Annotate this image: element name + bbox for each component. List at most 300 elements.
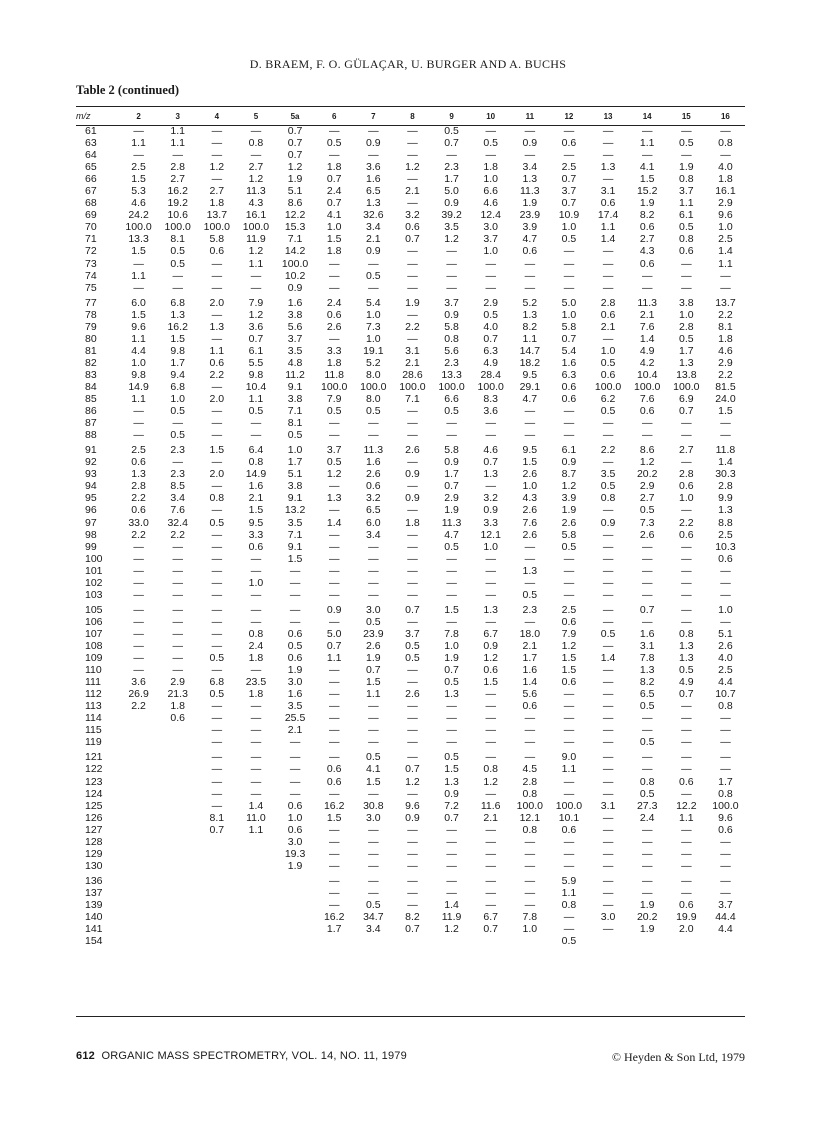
intensity-cell: 6.0 <box>131 296 146 309</box>
intensity-cell: 0.5 <box>600 356 616 369</box>
intensity-cell: 1.7 <box>326 923 342 936</box>
intensity-cell: 20.2 <box>636 911 658 924</box>
intensity-cell: 10.3 <box>715 540 736 553</box>
intensity-cell: 9.5 <box>248 516 264 529</box>
intensity-cell: — <box>368 835 379 848</box>
intensity-cell: — <box>133 125 144 138</box>
intensity-cell: — <box>328 787 340 800</box>
intensity-cell: — <box>485 874 496 887</box>
intensity-cell: — <box>368 724 379 737</box>
intensity-cell: — <box>720 125 731 138</box>
intensity-cell: 0.6 <box>287 799 303 812</box>
intensity-cell: — <box>407 835 418 848</box>
intensity-cell <box>158 788 197 800</box>
intensity-cell: 7.1 <box>287 233 303 246</box>
intensity-cell: 12.1 <box>480 528 501 541</box>
intensity-cell: — <box>211 664 223 677</box>
intensity-cell: — <box>485 480 496 493</box>
intensity-cell: — <box>524 281 536 294</box>
intensity-cell: — <box>211 639 223 652</box>
intensity-cell: — <box>641 847 653 860</box>
intensity-cell: 15.3 <box>284 221 306 234</box>
intensity-cell: 2.5 <box>718 528 733 541</box>
intensity-cell: 1.3 <box>718 504 733 517</box>
intensity-cell: — <box>681 603 692 616</box>
intensity-cell: — <box>289 736 301 749</box>
intensity-cell: 0.8 <box>639 775 655 788</box>
intensity-cell: — <box>328 417 340 430</box>
intensity-cell: 1.6 <box>287 688 303 701</box>
intensity-cell: — <box>602 724 614 737</box>
intensity-cell: — <box>407 429 418 442</box>
intensity-cell <box>119 712 158 724</box>
intensity-cell: 7.6 <box>639 320 655 333</box>
intensity-cell: — <box>602 923 614 936</box>
intensity-cell: 3.4 <box>366 923 381 936</box>
intensity-cell: 1.9 <box>639 898 655 911</box>
intensity-cell: — <box>250 125 262 138</box>
intensity-cell: — <box>446 429 457 442</box>
intensity-cell: 1.9 <box>444 504 459 517</box>
intensity-cell: 0.7 <box>444 664 459 677</box>
intensity-cell: — <box>368 257 379 270</box>
intensity-cell: 11.3 <box>441 516 462 529</box>
mz-cell: 123 <box>85 775 103 788</box>
intensity-cell: 23.5 <box>245 676 267 689</box>
intensity-cell <box>158 724 197 736</box>
intensity-cell: — <box>133 405 144 418</box>
intensity-cell: 7.8 <box>639 652 655 665</box>
intensity-cell: — <box>211 281 223 294</box>
intensity-cell <box>236 875 275 887</box>
intensity-cell: 0.5 <box>326 405 342 418</box>
intensity-cell: — <box>602 664 614 677</box>
intensity-cell: — <box>602 751 614 764</box>
intensity-cell: — <box>172 281 183 294</box>
intensity-cell: — <box>602 281 614 294</box>
intensity-cell: 6.5 <box>366 504 381 517</box>
intensity-cell: 3.2 <box>405 209 420 222</box>
intensity-cell: 10.4 <box>245 381 267 393</box>
intensity-cell: — <box>328 588 340 601</box>
table-row <box>76 456 745 468</box>
intensity-cell: 0.5 <box>561 233 577 246</box>
intensity-cell: — <box>407 676 418 689</box>
intensity-cell: 1.1 <box>131 332 146 345</box>
intensity-cell: — <box>407 332 418 345</box>
intensity-cell: 2.7 <box>209 185 225 198</box>
intensity-cell: — <box>602 775 614 788</box>
intensity-cell: — <box>211 799 223 812</box>
column-header-compound: 13 <box>603 111 613 121</box>
table-row <box>76 616 745 628</box>
intensity-cell: 4.4 <box>131 344 146 357</box>
intensity-cell: 1.9 <box>561 504 577 517</box>
intensity-cell: 0.7 <box>561 332 577 345</box>
intensity-cell: 6.7 <box>483 627 498 640</box>
intensity-cell: 7.9 <box>561 627 577 640</box>
table-row <box>76 589 745 601</box>
journal-name: ORGANIC MASS SPECTROMETRY, VOL. 14, NO. 11, 1979 <box>101 1050 407 1062</box>
mz-cell: 112 <box>85 688 102 701</box>
intensity-cell: — <box>641 552 653 565</box>
intensity-cell: — <box>720 847 731 860</box>
intensity-cell: 5.1 <box>287 185 303 198</box>
intensity-cell: — <box>485 417 496 430</box>
intensity-cell: — <box>328 615 340 628</box>
column-header-mz: m/z <box>76 111 91 121</box>
intensity-cell: — <box>446 823 457 836</box>
intensity-cell: 0.9 <box>405 468 420 481</box>
intensity-cell: — <box>563 149 575 162</box>
intensity-cell: 7.8 <box>522 911 538 924</box>
mz-cell: 78 <box>85 308 97 321</box>
intensity-cell: 4.0 <box>718 652 733 665</box>
intensity-cell: — <box>485 859 496 872</box>
intensity-cell: 0.9 <box>483 639 498 652</box>
table-row <box>76 541 745 553</box>
intensity-cell: 13.3 <box>441 368 462 381</box>
intensity-cell: — <box>211 763 223 776</box>
table-row <box>76 297 745 309</box>
intensity-cell: — <box>602 417 614 430</box>
intensity-cell: 100.0 <box>516 799 543 812</box>
intensity-cell: 7.1 <box>287 405 303 418</box>
intensity-cell: 9.1 <box>287 381 303 393</box>
intensity-cell <box>119 848 158 860</box>
intensity-cell: 0.9 <box>287 281 303 294</box>
mz-cell: 69 <box>85 209 97 222</box>
table-row <box>76 935 745 947</box>
intensity-cell: 0.7 <box>483 456 498 469</box>
mz-cell: 82 <box>85 356 97 369</box>
intensity-cell: 14.9 <box>128 381 149 393</box>
intensity-cell: — <box>681 149 692 162</box>
intensity-cell: 1.1 <box>366 688 381 701</box>
intensity-cell: 39.2 <box>441 209 462 222</box>
intensity-cell: 1.7 <box>287 456 303 469</box>
mz-cell: 67 <box>85 185 97 198</box>
table-row <box>76 517 745 529</box>
intensity-cell: 10.7 <box>715 688 736 701</box>
intensity-cell: 2.6 <box>639 528 655 541</box>
table-row <box>76 712 745 724</box>
intensity-cell: — <box>602 332 614 345</box>
intensity-cell <box>119 763 158 775</box>
intensity-cell: — <box>407 245 418 258</box>
intensity-cell: — <box>328 429 340 442</box>
intensity-cell: 27.3 <box>636 799 658 812</box>
intensity-cell: 8.2 <box>405 911 420 924</box>
intensity-cell: 1.0 <box>248 576 264 589</box>
intensity-cell: — <box>720 874 731 887</box>
page-number: 612 <box>76 1050 95 1062</box>
table-row <box>76 887 745 899</box>
intensity-cell: 2.5 <box>561 603 577 616</box>
intensity-cell: — <box>172 664 183 677</box>
intensity-cell: 6.1 <box>561 444 577 457</box>
intensity-cell: 1.5 <box>522 456 538 469</box>
intensity-cell: — <box>407 257 418 270</box>
intensity-cell: — <box>641 281 653 294</box>
table-row <box>76 836 745 848</box>
intensity-cell <box>432 935 471 947</box>
intensity-cell: 2.1 <box>600 320 616 333</box>
intensity-cell: — <box>485 847 496 860</box>
intensity-cell: 9.8 <box>170 344 185 357</box>
intensity-cell: — <box>681 504 692 517</box>
intensity-cell: 11.0 <box>246 811 266 824</box>
intensity-cell: — <box>250 564 262 577</box>
intensity-cell: — <box>602 588 614 601</box>
intensity-cell: 0.6 <box>209 245 225 258</box>
intensity-cell: 1.1 <box>561 886 577 899</box>
intensity-cell <box>276 899 315 911</box>
intensity-cell: 3.5 <box>600 468 616 481</box>
table-caption: Table 2 (continued) <box>76 83 180 97</box>
intensity-cell: 3.0 <box>287 835 303 848</box>
intensity-cell: 4.9 <box>483 356 498 369</box>
intensity-cell: 4.1 <box>366 763 381 776</box>
intensity-cell: 1.0 <box>287 444 303 457</box>
intensity-cell: 7.6 <box>170 504 185 517</box>
intensity-cell: 1.2 <box>483 652 498 665</box>
intensity-cell: — <box>328 886 340 899</box>
intensity-cell: — <box>289 615 301 628</box>
intensity-cell: 23.9 <box>519 209 541 222</box>
intensity-cell: — <box>250 149 262 162</box>
intensity-cell: 5.8 <box>561 528 577 541</box>
intensity-cell: 8.1 <box>209 811 225 824</box>
intensity-cell: — <box>602 847 614 860</box>
intensity-cell: — <box>524 269 536 282</box>
intensity-cell: — <box>211 552 223 565</box>
intensity-cell: — <box>211 308 223 321</box>
intensity-cell: 34.7 <box>363 911 384 924</box>
intensity-cell: 8.2 <box>639 209 655 222</box>
table-row <box>76 763 745 775</box>
intensity-cell: 2.2 <box>131 492 146 505</box>
intensity-cell: 2.7 <box>679 444 694 457</box>
intensity-cell: — <box>172 627 183 640</box>
intensity-cell: 9.9 <box>718 492 733 505</box>
mz-cell: 119 <box>85 736 102 749</box>
mz-cell: 126 <box>85 811 103 824</box>
intensity-cell: 3.6 <box>366 161 381 174</box>
intensity-cell: — <box>407 504 418 517</box>
intensity-cell: 4.6 <box>483 444 498 457</box>
intensity-cell: — <box>368 588 379 601</box>
intensity-cell: — <box>524 886 536 899</box>
intensity-cell <box>667 935 706 947</box>
intensity-cell: 100.0 <box>634 381 661 393</box>
intensity-cell: 1.0 <box>483 245 498 258</box>
intensity-cell: 0.9 <box>561 456 577 469</box>
intensity-cell: 26.9 <box>128 688 149 701</box>
intensity-cell: 0.5 <box>405 639 420 652</box>
intensity-cell: — <box>328 835 340 848</box>
intensity-cell: 2.7 <box>170 173 185 186</box>
intensity-cell: — <box>172 417 183 430</box>
intensity-cell: 1.8 <box>326 161 342 174</box>
intensity-cell: 2.6 <box>561 516 577 529</box>
intensity-cell: 10.1 <box>558 811 580 824</box>
table-row <box>76 529 745 541</box>
intensity-cell: 3.3 <box>326 344 342 357</box>
intensity-cell: — <box>563 281 575 294</box>
intensity-cell: — <box>250 763 262 776</box>
column-header-compound: 2 <box>136 111 141 121</box>
intensity-cell: — <box>211 787 223 800</box>
intensity-cell: 8.0 <box>366 368 381 381</box>
intensity-cell: 16.2 <box>323 799 345 812</box>
intensity-cell: 0.7 <box>287 149 303 162</box>
intensity-cell: 0.9 <box>444 197 459 210</box>
mz-cell: 91 <box>85 444 97 457</box>
intensity-cell: — <box>602 615 614 628</box>
intensity-cell: — <box>328 504 340 517</box>
intensity-cell: — <box>681 859 692 872</box>
intensity-cell: — <box>172 552 183 565</box>
intensity-cell: 11.9 <box>441 911 462 924</box>
intensity-cell: 0.6 <box>600 368 616 381</box>
intensity-cell: 0.5 <box>639 504 655 517</box>
intensity-cell: 0.8 <box>561 898 577 911</box>
intensity-cell: 19.2 <box>167 197 188 210</box>
intensity-cell: — <box>368 712 379 725</box>
intensity-cell: 3.8 <box>287 393 303 406</box>
intensity-cell: 2.8 <box>679 468 694 481</box>
intensity-cell: — <box>133 429 144 442</box>
intensity-cell: — <box>328 676 340 689</box>
intensity-cell: — <box>602 688 614 701</box>
intensity-cell: 0.8 <box>248 456 264 469</box>
intensity-cell: 0.6 <box>131 456 146 469</box>
intensity-cell: 11.2 <box>285 368 305 381</box>
intensity-cell: 0.6 <box>561 615 577 628</box>
intensity-cell: 1.5 <box>131 245 146 258</box>
intensity-cell: — <box>602 257 614 270</box>
intensity-cell: 1.4 <box>600 652 616 665</box>
intensity-cell: — <box>407 664 418 677</box>
intensity-cell: 2.8 <box>679 320 694 333</box>
intensity-cell: 2.8 <box>600 296 616 309</box>
intensity-cell: 5.6 <box>522 688 538 701</box>
intensity-cell: — <box>485 886 496 899</box>
intensity-cell: 1.0 <box>326 221 342 234</box>
intensity-cell <box>119 899 158 911</box>
intensity-cell: — <box>328 528 340 541</box>
intensity-cell: — <box>328 847 340 860</box>
intensity-cell: 5.3 <box>131 185 146 198</box>
intensity-cell: 1.2 <box>248 245 264 258</box>
intensity-cell: — <box>250 787 262 800</box>
intensity-cell: 0.5 <box>366 751 381 764</box>
intensity-cell: 11.8 <box>715 444 736 457</box>
intensity-cell <box>510 935 549 947</box>
intensity-cell: 0.9 <box>444 308 459 321</box>
intensity-cell: — <box>641 712 653 725</box>
intensity-cell: — <box>485 615 496 628</box>
intensity-cell <box>236 887 275 899</box>
intensity-cell: 1.9 <box>679 161 694 174</box>
intensity-cell: 6.5 <box>366 185 381 198</box>
intensity-cell: — <box>328 564 340 577</box>
intensity-cell: 3.8 <box>287 480 303 493</box>
intensity-cell: 1.9 <box>287 664 303 677</box>
intensity-cell: 1.3 <box>483 468 498 481</box>
intensity-cell: 1.2 <box>561 480 577 493</box>
intensity-cell: 14.2 <box>284 245 306 258</box>
intensity-cell: 1.5 <box>326 811 342 824</box>
mz-cell: 107 <box>85 627 103 640</box>
intensity-cell: — <box>563 712 575 725</box>
intensity-cell: — <box>720 736 731 749</box>
intensity-cell: — <box>602 528 614 541</box>
mz-cell: 79 <box>85 320 97 333</box>
intensity-cell: 14.9 <box>245 468 267 481</box>
table-row <box>76 245 745 257</box>
intensity-cell: 1.0 <box>170 393 185 406</box>
intensity-cell: 1.5 <box>366 775 381 788</box>
intensity-cell: 2.6 <box>718 639 733 652</box>
intensity-cell <box>119 923 158 935</box>
intensity-cell: 0.5 <box>561 935 577 948</box>
intensity-cell: 1.0 <box>444 639 459 652</box>
intensity-cell: 1.8 <box>326 245 342 258</box>
intensity-cell: — <box>681 700 692 713</box>
intensity-cell: — <box>368 847 379 860</box>
intensity-cell: — <box>289 576 301 589</box>
intensity-cell <box>197 875 236 887</box>
intensity-cell: 11.9 <box>246 233 266 246</box>
intensity-cell: — <box>485 149 496 162</box>
intensity-cell: 5.2 <box>522 296 538 309</box>
intensity-cell: — <box>524 847 536 860</box>
table-row <box>76 345 745 357</box>
intensity-cell: — <box>250 552 262 565</box>
intensity-cell: — <box>641 615 653 628</box>
intensity-cell: 1.6 <box>639 627 655 640</box>
table-row <box>76 788 745 800</box>
table-row <box>76 688 745 700</box>
intensity-cell: — <box>641 269 653 282</box>
intensity-cell: 2.3 <box>444 161 459 174</box>
mz-cell: 141 <box>85 923 103 936</box>
intensity-cell: 1.5 <box>209 444 225 457</box>
intensity-cell: 7.2 <box>444 799 459 812</box>
intensity-cell: — <box>641 417 653 430</box>
intensity-cell: — <box>641 751 653 764</box>
intensity-cell: — <box>524 417 536 430</box>
table-row <box>76 628 745 640</box>
intensity-cell: 1.4 <box>248 799 264 812</box>
intensity-cell: — <box>407 712 418 725</box>
intensity-cell: — <box>211 257 223 270</box>
intensity-cell <box>276 887 315 899</box>
table-row <box>76 664 745 676</box>
intensity-cell: 4.6 <box>718 344 733 357</box>
intensity-cell: 2.3 <box>444 356 459 369</box>
intensity-cell: — <box>407 724 418 737</box>
intensity-cell <box>276 911 315 923</box>
intensity-cell: 0.7 <box>561 173 577 186</box>
intensity-cell: — <box>446 588 457 601</box>
intensity-cell: — <box>289 775 301 788</box>
intensity-cell: — <box>641 564 653 577</box>
table-row <box>76 149 745 161</box>
intensity-cell: 0.8 <box>718 787 733 800</box>
